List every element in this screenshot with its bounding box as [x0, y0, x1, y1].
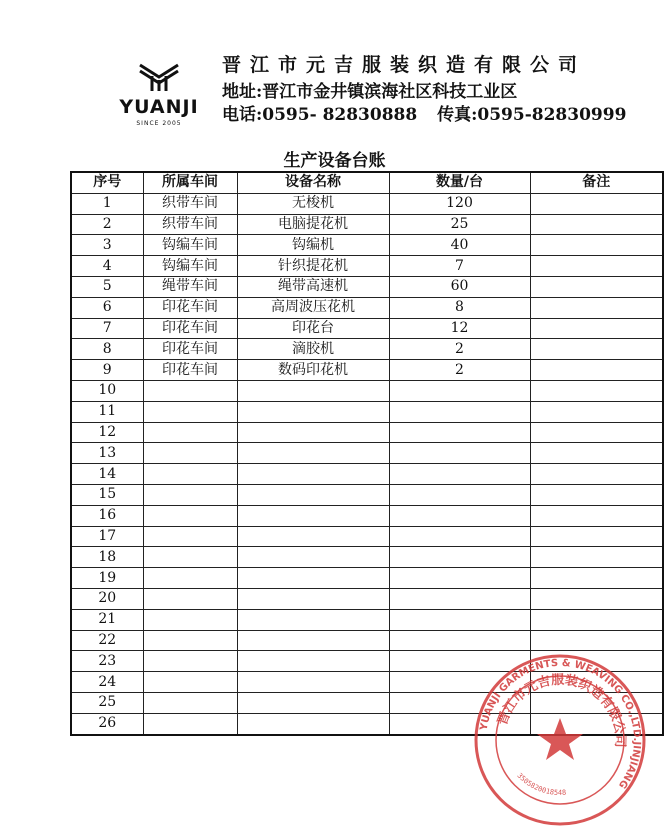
cell-remark [530, 630, 663, 651]
cell-quantity [389, 526, 530, 547]
document-title: 生产设备台账 [283, 151, 386, 171]
cell-workshop [143, 505, 237, 526]
cell-no: 6 [71, 297, 143, 318]
contact-line [222, 100, 626, 125]
cell-workshop [143, 609, 237, 630]
cell-remark [530, 505, 663, 526]
logo-tagline: SINCE 2005 [136, 120, 182, 127]
fax-number: 传真:0595-82830999 [437, 105, 627, 125]
table-row [71, 464, 663, 485]
cell-quantity [389, 547, 530, 568]
cell-workshop [143, 588, 237, 609]
cell-workshop: 印花车间 [143, 360, 237, 381]
cell-quantity [389, 401, 530, 422]
cell-quantity: 60 [389, 276, 530, 297]
phone-number: 电话:0595- 82830888 [222, 105, 418, 125]
cell-equipment [237, 401, 389, 422]
cell-remark [530, 214, 663, 235]
table-row [71, 547, 663, 568]
header-remark: 备注 [530, 172, 663, 193]
cell-no: 15 [71, 484, 143, 505]
cell-equipment: 电脑提花机 [237, 214, 389, 235]
seal-text-chinese: 晋江市元吉服装织造有限公司 [495, 672, 628, 748]
table-header-row [71, 172, 663, 193]
cell-remark [530, 547, 663, 568]
cell-workshop [143, 484, 237, 505]
table-row [71, 339, 663, 360]
cell-workshop: 印花车间 [143, 339, 237, 360]
cell-remark [530, 256, 663, 277]
cell-no: 11 [71, 401, 143, 422]
table-row [71, 256, 663, 277]
table-row [71, 526, 663, 547]
table-row [71, 360, 663, 381]
header-equipment: 设备名称 [237, 172, 389, 193]
cell-no: 25 [71, 692, 143, 713]
cell-no: 12 [71, 422, 143, 443]
table-row [71, 380, 663, 401]
cell-equipment: 针织提花机 [237, 256, 389, 277]
cell-no: 7 [71, 318, 143, 339]
cell-equipment: 印花台 [237, 318, 389, 339]
cell-remark [530, 588, 663, 609]
cell-equipment: 高周波压花机 [237, 297, 389, 318]
table-row [71, 484, 663, 505]
header-quantity: 数量/台 [389, 172, 530, 193]
table-row [71, 568, 663, 589]
cell-quantity [389, 484, 530, 505]
cell-no: 22 [71, 630, 143, 651]
cell-workshop [143, 443, 237, 464]
cell-remark [530, 318, 663, 339]
cell-quantity: 25 [389, 214, 530, 235]
table-row [71, 297, 663, 318]
cell-no: 20 [71, 588, 143, 609]
table-row [71, 214, 663, 235]
cell-equipment: 数码印花机 [237, 360, 389, 381]
company-logo [104, 62, 214, 132]
cell-workshop: 织带车间 [143, 214, 237, 235]
table-row [71, 588, 663, 609]
cell-remark [530, 526, 663, 547]
cell-equipment [237, 713, 389, 734]
table-row [71, 443, 663, 464]
cell-remark [530, 568, 663, 589]
cell-no: 16 [71, 505, 143, 526]
cell-equipment [237, 380, 389, 401]
cell-workshop [143, 672, 237, 693]
cell-remark [530, 609, 663, 630]
cell-remark [530, 464, 663, 485]
cell-no: 4 [71, 256, 143, 277]
company-seal [472, 652, 648, 828]
header-no: 序号 [71, 172, 143, 193]
table-row [71, 193, 663, 214]
cell-remark [530, 297, 663, 318]
cell-no: 8 [71, 339, 143, 360]
cell-equipment [237, 505, 389, 526]
cell-no: 23 [71, 651, 143, 672]
cell-quantity [389, 443, 530, 464]
cell-equipment [237, 630, 389, 651]
cell-remark [530, 443, 663, 464]
cell-no: 24 [71, 672, 143, 693]
cell-equipment [237, 568, 389, 589]
company-address: 地址:晋江市金井镇滨海社区科技工业区 [222, 82, 518, 102]
table-row [71, 401, 663, 422]
cell-quantity: 8 [389, 297, 530, 318]
cell-workshop: 织带车间 [143, 193, 237, 214]
cell-workshop [143, 380, 237, 401]
seal-star-icon [537, 718, 583, 760]
cell-workshop: 印花车间 [143, 297, 237, 318]
equipment-ledger-table [70, 171, 664, 736]
cell-quantity: 40 [389, 235, 530, 256]
cell-quantity: 120 [389, 193, 530, 214]
cell-workshop [143, 568, 237, 589]
cell-workshop: 钩编车间 [143, 235, 237, 256]
table-row [71, 630, 663, 651]
cell-workshop [143, 401, 237, 422]
cell-no: 18 [71, 547, 143, 568]
cell-quantity: 12 [389, 318, 530, 339]
cell-quantity [389, 609, 530, 630]
cell-no: 19 [71, 568, 143, 589]
cell-equipment [237, 651, 389, 672]
seal-text-english: YUANJI GARMENTS & WEAVING CO.,LTD.JINJIANG [478, 657, 643, 791]
cell-no: 3 [71, 235, 143, 256]
cell-no: 1 [71, 193, 143, 214]
cell-no: 5 [71, 276, 143, 297]
cell-equipment: 钩编机 [237, 235, 389, 256]
cell-equipment [237, 526, 389, 547]
cell-workshop [143, 713, 237, 734]
cell-equipment [237, 484, 389, 505]
cell-workshop [143, 526, 237, 547]
cell-no: 2 [71, 214, 143, 235]
cell-equipment [237, 464, 389, 485]
cell-quantity [389, 380, 530, 401]
cell-equipment: 绳带高速机 [237, 276, 389, 297]
cell-no: 13 [71, 443, 143, 464]
cell-equipment [237, 547, 389, 568]
cell-equipment [237, 588, 389, 609]
seal-number: 3505820018548 [515, 771, 567, 797]
table-row [71, 318, 663, 339]
table-row [71, 505, 663, 526]
cell-no: 17 [71, 526, 143, 547]
cell-no: 14 [71, 464, 143, 485]
header-workshop: 所属车间 [143, 172, 237, 193]
cell-equipment: 滴胶机 [237, 339, 389, 360]
cell-equipment [237, 422, 389, 443]
table-row [71, 276, 663, 297]
cell-quantity [389, 422, 530, 443]
table-row [71, 609, 663, 630]
cell-equipment [237, 692, 389, 713]
cell-remark [530, 380, 663, 401]
cell-remark [530, 484, 663, 505]
cell-remark [530, 193, 663, 214]
cell-no: 21 [71, 609, 143, 630]
cell-workshop [143, 464, 237, 485]
cell-workshop [143, 651, 237, 672]
cell-equipment [237, 672, 389, 693]
cell-quantity [389, 505, 530, 526]
cell-quantity [389, 588, 530, 609]
cell-equipment [237, 443, 389, 464]
company-name: 晋江市元吉服装织造有限公司 [222, 54, 587, 76]
cell-quantity: 2 [389, 339, 530, 360]
cell-remark [530, 422, 663, 443]
table-row [71, 235, 663, 256]
cell-quantity [389, 568, 530, 589]
cell-workshop: 印花车间 [143, 318, 237, 339]
cell-equipment: 无梭机 [237, 193, 389, 214]
cell-workshop: 绳带车间 [143, 276, 237, 297]
cell-remark [530, 401, 663, 422]
cell-quantity: 2 [389, 360, 530, 381]
cell-quantity [389, 630, 530, 651]
cell-remark [530, 339, 663, 360]
yuanji-logo-mark-icon [138, 62, 180, 92]
cell-no: 10 [71, 380, 143, 401]
cell-workshop [143, 692, 237, 713]
cell-no: 26 [71, 713, 143, 734]
cell-workshop: 钩编车间 [143, 256, 237, 277]
cell-workshop [143, 422, 237, 443]
cell-quantity [389, 464, 530, 485]
cell-workshop [143, 547, 237, 568]
cell-equipment [237, 609, 389, 630]
cell-remark [530, 276, 663, 297]
cell-no: 9 [71, 360, 143, 381]
cell-remark [530, 235, 663, 256]
cell-remark [530, 360, 663, 381]
cell-quantity: 7 [389, 256, 530, 277]
table-row [71, 422, 663, 443]
cell-workshop [143, 630, 237, 651]
logo-brand-name: YUANJI [119, 96, 199, 118]
